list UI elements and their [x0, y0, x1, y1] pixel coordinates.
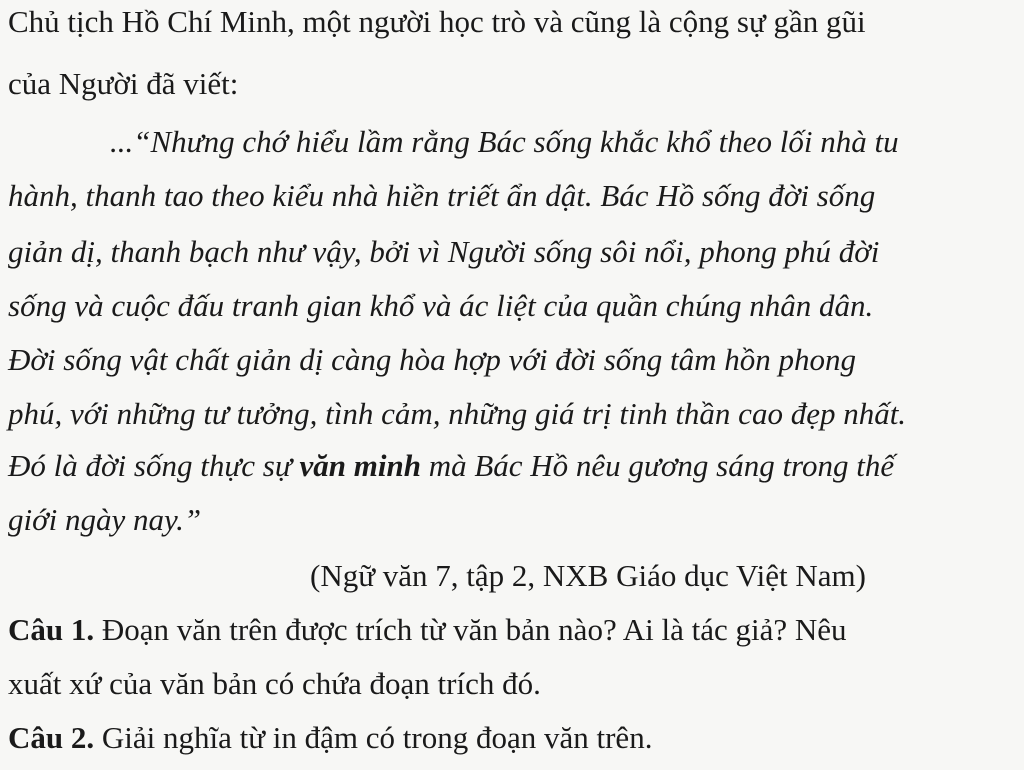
quote-line-7: [8, 450, 894, 481]
quote-line-5: Đời sống vật chất giản dị càng hòa hợp với đời sống tâm hồn phong: [8, 342, 857, 377]
intro-line-1: Chủ tịch Hồ Chí Minh, một người học trò và cũng là cộng sự gần gũi: [8, 4, 866, 39]
quote-line-2: hành, thanh tao theo kiểu nhà hiền triết ẩn dật. Bác Hồ sống đời sống: [8, 178, 876, 213]
question-1-line-2: xuất xứ của văn bản có chứa đoạn trích đó.: [8, 666, 541, 701]
bold-term: văn minh: [299, 448, 421, 483]
question-1-label: Câu 1.: [8, 612, 95, 647]
quote-line-7-before: Đó là đời sống thực sự: [8, 448, 300, 483]
intro-line-2: của Người đã viết:: [8, 66, 239, 101]
source-citation: (Ngữ văn 7, tập 2, NXB Giáo dục Việt Nam): [310, 558, 866, 593]
question-1-text: Đoạn văn trên được trích từ văn bản nào? Ai là tác giả? Nêu: [94, 612, 847, 647]
quote-line-4: sống và cuộc đấu tranh gian khổ và ác liệt của quần chúng nhân dân.: [8, 288, 874, 323]
question-1: [8, 614, 847, 645]
quote-line-7-after: mà Bác Hồ nêu gương sáng trong thế: [420, 448, 895, 483]
quote-line-8: giới ngày nay.”: [8, 502, 202, 537]
question-2-label: Câu 2.: [8, 720, 95, 755]
quote-line-6: phú, với những tư tưởng, tình cảm, những giá trị tinh thần cao đẹp nhất.: [8, 396, 907, 431]
quote-line-1: ...“Nhưng chớ hiểu lầm rằng Bác sống khắc khổ theo lối nhà tu: [110, 124, 899, 159]
question-2-text: Giải nghĩa từ in đậm có trong đoạn văn trên.: [94, 720, 653, 755]
quote-line-3: giản dị, thanh bạch như vậy, bởi vì Người sống sôi nổi, phong phú đời: [8, 234, 880, 269]
question-2: [8, 722, 652, 753]
